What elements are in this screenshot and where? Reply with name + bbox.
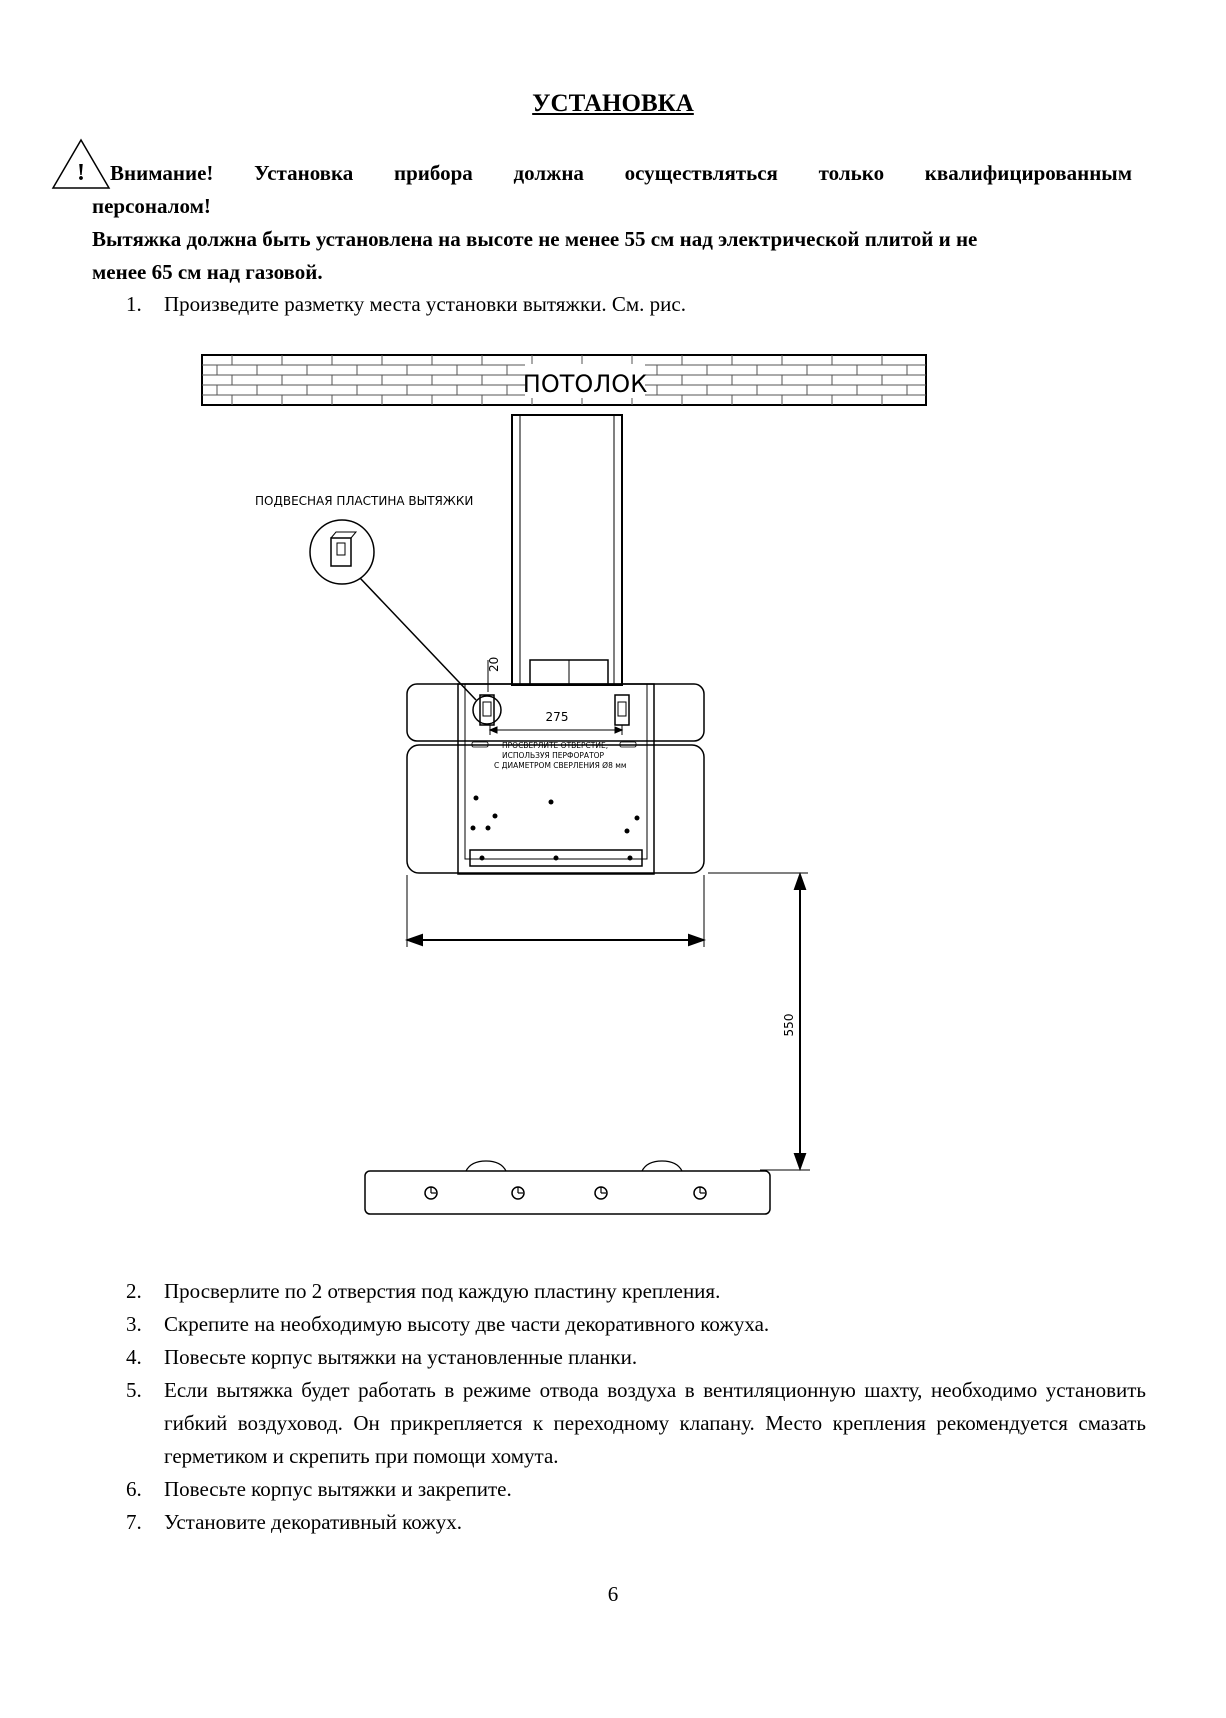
step-text: Произведите разметку места установки вытяжки. См. рис.: [164, 292, 686, 316]
step-text: Повесьте корпус вытяжки и закрепите.: [164, 1477, 512, 1501]
warning-mark: !: [77, 160, 85, 186]
warning-line-3: Вытяжка должна быть установлена на высоте не менее 55 см над электрической плитой и не: [92, 227, 978, 251]
step-number: 1.: [126, 292, 142, 316]
steps-list-top: [126, 288, 1146, 321]
dim-height-label: 550: [782, 1013, 796, 1037]
step-text: Скрепите на необходимую высоту две части декоративного кожуха.: [164, 1312, 770, 1336]
mounting-plate-right: [615, 695, 629, 725]
drill-note-line-1: ПРОСВЕРЛИТЕ ОТВЕРСТИЕ,: [502, 741, 609, 750]
stove: [365, 1161, 770, 1214]
step-number: 5.: [126, 1378, 142, 1402]
step-item: [126, 288, 1146, 321]
step-item: [126, 1341, 1146, 1374]
stove-knob-icon: [694, 1187, 706, 1199]
mounting-plate-icon: [310, 520, 374, 584]
stove-knob-icon: [425, 1187, 437, 1199]
step-number: 7.: [126, 1510, 142, 1534]
hood-width-arrow: [407, 875, 704, 947]
callout-label: ПОДВЕСНАЯ ПЛАСТИНА ВЫТЯЖКИ: [255, 494, 474, 508]
step-number: 2.: [126, 1279, 142, 1303]
stove-knob-icon: [512, 1187, 524, 1199]
stove-knob-icon: [595, 1187, 607, 1199]
dim-width-label: 275: [545, 710, 569, 724]
step-number: 6.: [126, 1477, 142, 1501]
drill-note-line-2: ИСПОЛЬЗУЯ ПЕРФОРАТОР: [502, 751, 605, 760]
ceiling-label: ПОТОЛОК: [522, 370, 648, 398]
warning-line-2: персоналом!: [92, 194, 211, 218]
step-item: [126, 1506, 1146, 1539]
mounting-plate-left: [473, 695, 501, 725]
warning-line-4: менее 65 см над газовой.: [92, 260, 323, 284]
dim-width-arrow: [490, 725, 622, 735]
step-text: Если вытяжка будет работать в режиме отвода воздуха в вентиляционную шахту, необходимо установить гибкий воздуховод. Он прикрепляется к переходному клапану. Место крепления рекомендуется смазать герметиком и скрепить при помощи хомута.: [164, 1378, 1146, 1468]
step-item: [126, 1374, 1146, 1473]
ceiling-brick-wall: [202, 355, 926, 405]
warning-block: [92, 157, 1132, 289]
step-text: Просверлите по 2 отверстия под каждую пластину крепления.: [164, 1279, 721, 1303]
chimney-duct: [512, 415, 622, 685]
step-item: [126, 1275, 1146, 1308]
page-title: УСТАНОВКА: [532, 90, 694, 117]
step-text: Установите декоративный кожух.: [164, 1510, 463, 1534]
drill-note-line-3: С ДИАМЕТРОМ СВЕРЛЕНИЯ Ø8 мм: [494, 761, 627, 770]
page-number: 6: [607, 1582, 619, 1606]
step-item: [126, 1473, 1146, 1506]
dim-top-label: 20: [487, 656, 501, 672]
step-number: 3.: [126, 1312, 142, 1336]
installation-diagram: [190, 350, 940, 1235]
warning-line-1: Внимание! Установка прибора должна осуществляться только квалифицированным: [110, 161, 1132, 185]
step-number: 4.: [126, 1345, 142, 1369]
step-item: [126, 1308, 1146, 1341]
callout-leader-line: [360, 578, 476, 700]
steps-list-bottom: [126, 1275, 1146, 1539]
step-text: Повесьте корпус вытяжки на установленные планки.: [164, 1345, 638, 1369]
